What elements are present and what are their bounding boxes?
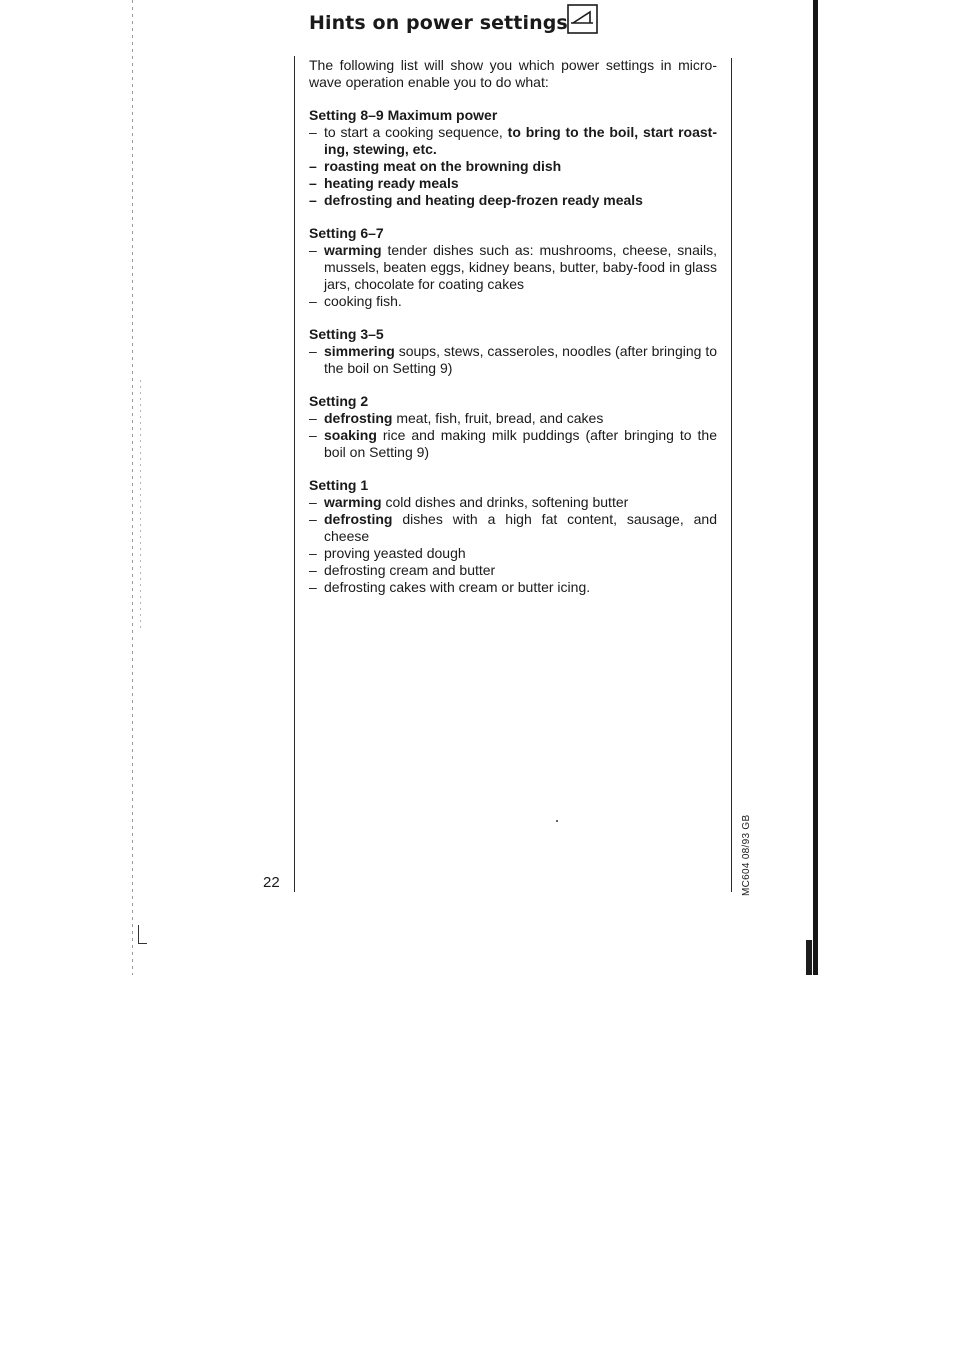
section-setting-3-5 — [309, 326, 717, 377]
scan-speck — [556, 820, 558, 822]
list-item — [309, 410, 717, 427]
list-item: – cooking fish. — [309, 293, 717, 310]
item-list — [309, 124, 717, 209]
item-list — [309, 494, 717, 596]
item-text: soups, stews, casseroles, noodles (after bringing to the boil on Setting 9) — [324, 343, 717, 376]
item-text: cold dishes and drinks, softening butter — [381, 494, 629, 510]
scan-edge-right — [813, 0, 818, 975]
page-number: 22 — [263, 874, 280, 891]
item-bold-text: defrosting — [324, 511, 393, 527]
section-heading: Setting 1 — [309, 477, 369, 493]
list-item — [309, 427, 717, 461]
item-bold-text: defrosting — [324, 410, 393, 426]
document-code: MC604 08/93 GB — [741, 814, 752, 896]
list-item: – proving yeasted dough — [309, 545, 717, 562]
item-bold-text: to bring to the boil, start roast-ing, stewing, etc. — [324, 124, 718, 157]
page-title: Hints on power settings — [309, 12, 568, 34]
item-text: dishes with a high fat content, sausage, and cheese — [324, 511, 717, 544]
section-heading: Setting 3–5 — [309, 326, 384, 342]
item-text: to start a cooking sequence, — [324, 124, 508, 140]
section-setting-8-9 — [309, 107, 717, 209]
scan-edge-left — [132, 0, 133, 975]
section-heading: Setting 8–9 Maximum power — [309, 107, 498, 123]
item-bold-text: warming — [324, 242, 382, 258]
list-item — [309, 494, 717, 511]
list-item — [309, 511, 717, 545]
right-margin-rule — [731, 58, 732, 892]
item-text: meat, fish, fruit, bread, and cakes — [392, 410, 604, 426]
section-heading: Setting 6–7 — [309, 225, 384, 241]
item-list — [309, 242, 717, 310]
item-bold-text: soaking — [324, 427, 377, 443]
section-setting-2 — [309, 393, 717, 461]
scan-edge-left-inner — [140, 380, 141, 630]
item-text: tender dishes such as: mushrooms, cheese, snails, mussels, beaten eggs, kidney beans, butter, baby-food in glass jars, chocolate for coating cakes — [324, 242, 717, 292]
microwave-symbol-icon — [567, 4, 598, 34]
item-bold-text: warming — [324, 494, 382, 510]
list-item: – heating ready meals — [309, 175, 717, 192]
list-item: – defrosting cakes with cream or butter icing. — [309, 579, 717, 596]
list-item: – defrosting cream and butter — [309, 562, 717, 579]
left-margin-rule — [294, 56, 295, 892]
list-item — [309, 242, 717, 293]
item-bold-text: simmering — [324, 343, 395, 359]
section-setting-6-7 — [309, 225, 717, 310]
document-body — [309, 57, 717, 596]
scan-edge-right-notch — [806, 940, 812, 975]
list-item — [309, 343, 717, 377]
section-heading: Setting 2 — [309, 393, 369, 409]
list-item — [309, 124, 717, 158]
intro-paragraph: The following list will show you which power settings in micro-wave operation enable you to do what: — [309, 57, 717, 90]
item-text: rice and making milk puddings (after bringing to the boil on Setting 9) — [324, 427, 717, 460]
crop-mark — [138, 925, 147, 944]
list-item: – defrosting and heating deep-frozen ready meals — [309, 192, 717, 209]
item-list — [309, 343, 717, 377]
list-item: – roasting meat on the browning dish — [309, 158, 717, 175]
section-setting-1 — [309, 477, 717, 596]
item-list — [309, 410, 717, 461]
